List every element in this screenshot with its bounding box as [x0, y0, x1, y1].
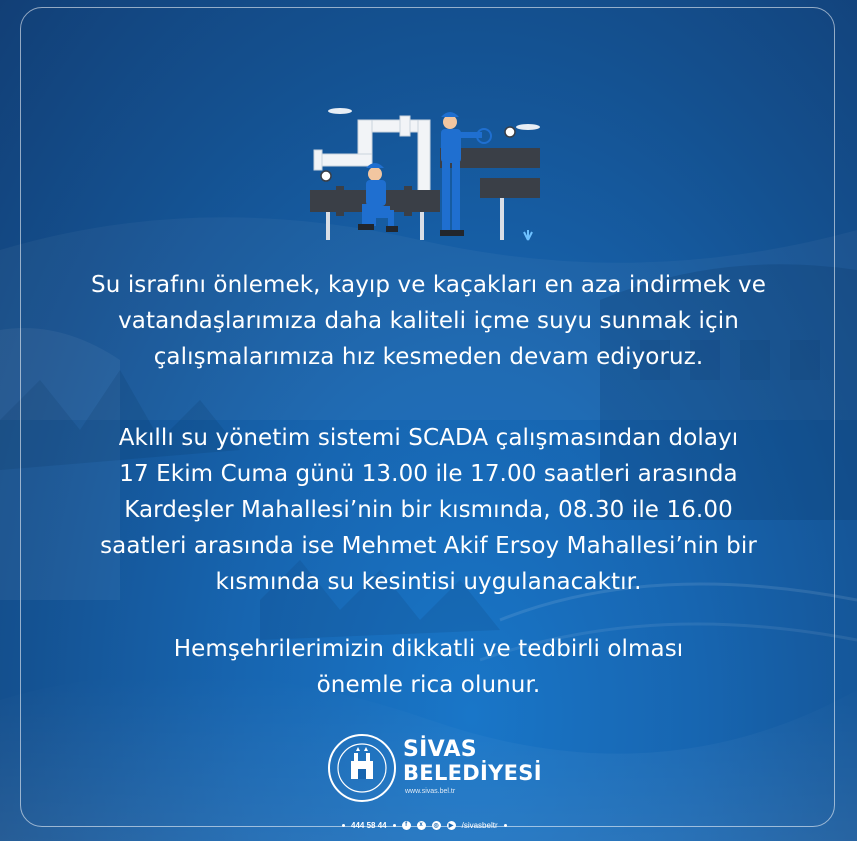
announcement-line-1: Akıllı su yönetim sistemi SCADA çalışmasından dolayı	[118, 425, 739, 451]
closing-line-2: önemle rica olunur.	[316, 672, 541, 698]
website-link[interactable]: www.sivas.bel.tr	[405, 788, 456, 795]
intro-line-2: vatandaşlarımıza daha kaliteli içme suyu sunmak için	[118, 308, 739, 334]
brand-name-line-1: SİVAS	[403, 737, 477, 762]
closing-line-1: Hemşehrilerimizin dikkatli ve tedbirli olması	[173, 636, 684, 662]
instagram-icon[interactable]: ◎	[433, 822, 439, 829]
intro-paragraph	[40, 267, 817, 375]
separator-dot	[342, 824, 345, 827]
x-icon[interactable]: x	[417, 821, 426, 830]
brand-name-line-2: BELEDİYESİ	[403, 761, 542, 785]
announcement-line-2: 17 Ekim Cuma günü 13.00 ile 17.00 saatleri arasında	[119, 461, 738, 487]
separator-dot	[393, 824, 396, 827]
phone-number[interactable]: 444 58 44	[351, 820, 387, 830]
facebook-icon[interactable]: f	[402, 821, 411, 830]
municipality-seal-icon	[327, 733, 397, 803]
worker-standing-figure	[440, 112, 482, 236]
announcement-line-4: saatleri arasında ise Mehmet Akif Ersoy Mahallesi’nin bir	[100, 533, 757, 559]
closing-paragraph	[40, 631, 817, 703]
municipality-logo	[327, 733, 542, 803]
youtube-icon[interactable]: ▶	[447, 821, 456, 830]
announcement-line-5: kısmında su kesintisi uygulanacaktır.	[215, 569, 642, 595]
separator-dot	[504, 824, 507, 827]
announcement-paragraph	[40, 420, 817, 600]
announcement-line-3: Kardeşler Mahallesi’nin bir kısmında, 08.30 ile 16.00	[124, 497, 733, 523]
intro-line-3: çalışmalarımıza hız kesmeden devam ediyoruz.	[153, 344, 704, 370]
pipe-workers-illustration	[300, 92, 560, 252]
social-handle[interactable]: /sivasbeltr	[461, 820, 498, 830]
intro-line-1: Su israfını önlemek, kayıp ve kaçakları en aza indirmek ve	[91, 272, 766, 298]
footer-contact-bar	[342, 817, 507, 833]
